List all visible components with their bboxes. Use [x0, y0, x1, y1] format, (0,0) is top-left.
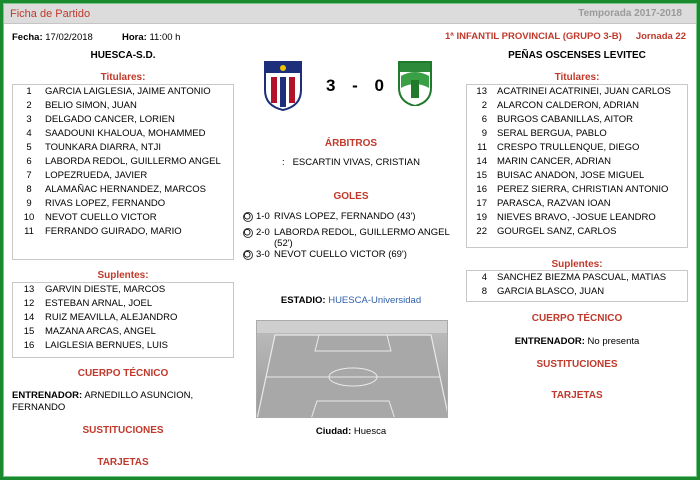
home-coach-name: ARNEDILLO ASUNCION, FERNANDO [12, 390, 194, 413]
player-name[interactable]: GARCIA BLASCO, JUAN [497, 286, 605, 297]
player-number: 13 [23, 284, 35, 295]
city-line [238, 426, 464, 437]
time-label: Hora: [122, 32, 147, 43]
goal-score: 1-0 [256, 211, 270, 222]
player-number: 11 [24, 226, 34, 237]
player-name[interactable]: LOPEZRUEDA, JAVIER [45, 170, 148, 181]
player-number: 13 [476, 86, 487, 97]
top-bar [4, 4, 696, 24]
player-number: 6 [26, 156, 32, 167]
time-block [122, 32, 180, 43]
player-row[interactable] [13, 339, 233, 353]
home-suplentes-label: Suplentes: [97, 270, 149, 281]
away-coach [466, 336, 688, 347]
goal-scorer: RIVAS LOPEZ, FERNANDO (43') [274, 211, 416, 222]
player-name[interactable]: RIVAS LOPEZ, FERNANDO [45, 198, 166, 209]
player-name[interactable]: NIEVES BRAVO, -JOSUE LEANDRO [497, 212, 656, 223]
player-row[interactable] [13, 155, 233, 169]
match-score: 3 - 0 [326, 76, 391, 95]
player-number: 15 [23, 326, 35, 337]
date-value: 17/02/2018 [45, 32, 93, 43]
player-number: 16 [23, 340, 35, 351]
player-number: 8 [481, 286, 487, 297]
player-name[interactable]: GARVIN DIESTE, MARCOS [45, 284, 166, 295]
goal-row [243, 211, 463, 222]
pitch-image [256, 320, 448, 418]
competition-name: 1ª INFANTIL PROVINCIAL (GRUPO 3-B) [445, 31, 622, 42]
away-tarjetas-label: TARJETAS [551, 390, 603, 401]
player-row[interactable] [13, 127, 233, 141]
home-suplentes-list [12, 282, 234, 358]
home-tarjetas-label: TARJETAS [97, 457, 149, 468]
goal-row [243, 249, 463, 260]
player-number: 5 [26, 142, 32, 153]
away-coach-label: ENTRENADOR: [514, 336, 585, 347]
player-number: 4 [26, 128, 32, 139]
player-row[interactable] [13, 113, 233, 127]
player-name[interactable]: BURGOS CABANILLAS, AITOR [497, 114, 634, 125]
player-number: 19 [476, 212, 487, 223]
player-name[interactable]: PEREZ SIERRA, CHRISTIAN ANTONIO [497, 184, 669, 195]
player-name[interactable]: ALAMAÑAC HERNANDEZ, MARCOS [45, 184, 206, 195]
home-coach-label: ENTRENADOR: [12, 390, 83, 401]
player-row[interactable] [13, 311, 233, 325]
time-value: 11:00 h [149, 32, 181, 43]
player-row[interactable] [467, 141, 687, 155]
home-cuerpo-tecnico-label: CUERPO TÉCNICO [77, 368, 169, 379]
player-number: 8 [26, 184, 32, 195]
player-name[interactable]: PARASCA, RAZVAN IOAN [497, 198, 611, 209]
player-number: 3 [26, 114, 32, 125]
player-number: 14 [23, 312, 35, 323]
player-name[interactable]: SERAL BERGUA, PABLO [497, 128, 607, 139]
home-titulares-list [12, 84, 234, 260]
player-row[interactable] [13, 283, 233, 297]
player-number: 6 [481, 114, 487, 125]
player-number: 4 [481, 272, 487, 283]
player-row[interactable] [13, 85, 233, 99]
player-row[interactable] [467, 127, 687, 141]
stadium-name[interactable]: HUESCA-Universidad [328, 295, 422, 306]
goal-row [243, 227, 463, 249]
page-title: Ficha de Partido [10, 8, 91, 20]
player-name[interactable]: BUISAC ANADON, JOSE MIGUEL [497, 170, 645, 181]
soccer-ball-icon [243, 228, 253, 238]
player-row[interactable] [13, 225, 233, 239]
date-label: Fecha: [12, 32, 43, 43]
round-label: Jornada 22 [635, 31, 686, 42]
player-row[interactable] [13, 99, 233, 113]
player-name[interactable]: DELGADO CANCER, LORIEN [45, 114, 175, 125]
player-name[interactable]: CRESPO TRULLENQUE, DIEGO [497, 142, 640, 153]
goles-label: GOLES [333, 191, 369, 202]
away-suplentes-label: Suplentes: [551, 259, 603, 270]
date-block [12, 32, 93, 43]
player-name[interactable]: ESTEBAN ARNAL, JOEL [45, 298, 153, 309]
player-row[interactable] [467, 225, 687, 239]
player-row[interactable] [467, 99, 687, 113]
home-sustituciones-label: SUSTITUCIONES [82, 425, 164, 436]
player-name[interactable]: RUIZ MEAVILLA, ALEJANDRO [45, 312, 178, 323]
player-name[interactable]: LAIGLESIA BERNUES, LUIS [45, 340, 169, 351]
goal-score: 2-0 [256, 227, 270, 238]
soccer-ball-icon [243, 212, 253, 222]
season-label: Temporada 2017-2018 [578, 8, 682, 19]
player-row[interactable] [467, 85, 687, 99]
away-suplentes-list [466, 270, 688, 302]
player-row[interactable] [467, 285, 687, 299]
player-number: 22 [476, 226, 487, 237]
player-name[interactable]: LABORDA REDOL, GUILLERMO ANGEL [45, 156, 221, 167]
home-titulares-label: Titulares: [100, 72, 146, 83]
city-name: Huesca [353, 426, 387, 437]
player-row[interactable] [13, 211, 233, 225]
away-titulares-list [466, 84, 688, 248]
arbitros-label: ÁRBITROS [324, 138, 378, 149]
player-row[interactable] [13, 169, 233, 183]
player-row[interactable] [467, 155, 687, 169]
stadium-label: ESTADIO: [280, 295, 326, 306]
player-number: 17 [476, 198, 487, 209]
home-coach [12, 390, 234, 414]
player-number: 11 [477, 142, 487, 153]
player-row[interactable] [467, 183, 687, 197]
player-row[interactable] [467, 169, 687, 183]
player-name[interactable]: ALARCON CALDERON, ADRIAN [497, 100, 640, 111]
player-row[interactable] [13, 197, 233, 211]
player-row[interactable] [467, 197, 687, 211]
soccer-ball-icon [243, 250, 253, 260]
player-number: 12 [23, 298, 35, 309]
player-number: 16 [476, 184, 487, 195]
player-name[interactable]: GARCIA LAIGLESIA, JAIME ANTONIO [45, 86, 211, 97]
stadium-line [238, 295, 464, 306]
player-row[interactable] [13, 297, 233, 311]
competition-info [445, 31, 686, 42]
player-number: 2 [481, 100, 487, 111]
player-name[interactable]: SANCHEZ BIEZMA PASCUAL, MATIAS [497, 272, 667, 283]
away-coach-name: No presenta [587, 336, 640, 347]
player-name[interactable]: NEVOT CUELLO VICTOR [45, 212, 157, 223]
player-row[interactable] [13, 183, 233, 197]
player-number: 10 [23, 212, 35, 223]
player-row[interactable] [467, 211, 687, 225]
player-name[interactable]: MARIN CANCER, ADRIAN [497, 156, 612, 167]
player-name[interactable]: GOURGEL SANZ, CARLOS [497, 226, 617, 237]
referee-name: ESCARTIN VIVAS, CRISTIAN [292, 157, 420, 168]
player-name[interactable]: FERRANDO GUIRADO, MARIO [45, 226, 182, 237]
goal-scorer: NEVOT CUELLO VICTOR (69') [274, 249, 407, 260]
penas-oscenses-crest-icon [393, 58, 437, 114]
huesca-crest-icon [263, 60, 303, 112]
away-sustituciones-label: SUSTITUCIONES [536, 359, 618, 370]
home-team-name[interactable]: HUESCA-S.D. [90, 50, 156, 61]
player-name[interactable]: MAZANA ARCAS, ANGEL [45, 326, 156, 337]
city-label: Ciudad: [315, 426, 352, 437]
player-number: 2 [26, 100, 32, 111]
away-titulares-label: Titulares: [554, 72, 600, 83]
player-row[interactable] [13, 141, 233, 155]
referee-prefix: : [282, 157, 285, 168]
player-number: 14 [476, 156, 487, 167]
player-number: 7 [26, 170, 32, 181]
referee-line [238, 157, 464, 168]
player-row[interactable] [467, 113, 687, 127]
player-number: 9 [26, 198, 32, 209]
player-row[interactable] [13, 325, 233, 339]
away-cuerpo-tecnico-label: CUERPO TÉCNICO [531, 313, 623, 324]
player-row[interactable] [467, 271, 687, 285]
player-name[interactable]: SAADOUNI KHALOUA, MOHAMMED [45, 128, 206, 139]
player-name[interactable]: TOUNKARA DIARRA, NTJI [45, 142, 161, 153]
player-name[interactable]: ACATRINEI ACATRINEI, JUAN CARLOS [497, 86, 671, 97]
goal-scorer: LABORDA REDOL, GUILLERMO ANGEL (52') [274, 227, 450, 249]
player-name[interactable]: BELIO SIMON, JUAN [45, 100, 137, 111]
player-number: 15 [476, 170, 487, 181]
goal-score: 3-0 [256, 249, 270, 260]
away-team-name[interactable]: PEÑAS OSCENSES LEVITEC [508, 50, 646, 61]
player-number: 9 [481, 128, 487, 139]
player-number: 1 [26, 86, 32, 97]
